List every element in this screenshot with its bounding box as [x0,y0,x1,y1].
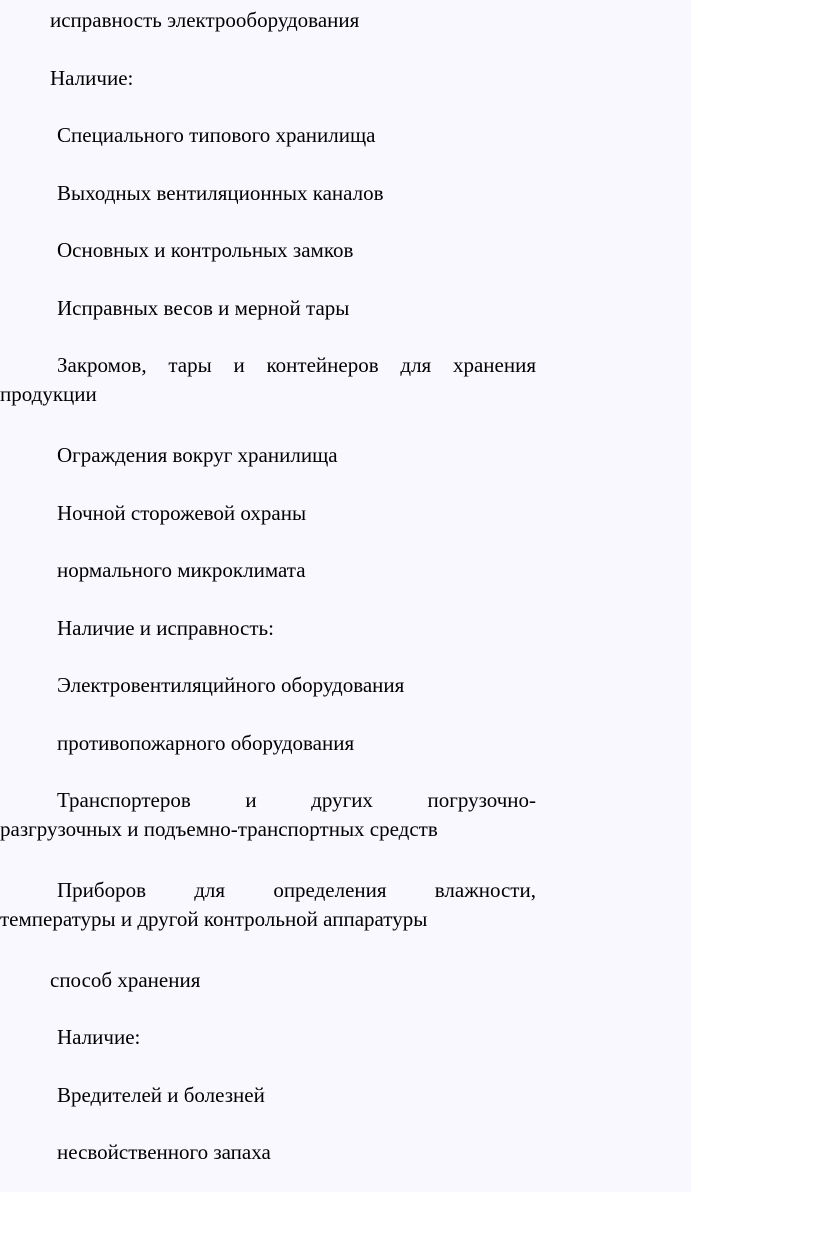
text-line: Специального типового хранилища [57,123,376,147]
word: определения [273,878,387,902]
paragraph [0,179,536,208]
word: влажности, [434,878,536,902]
text-line: исправность электрооборудования [50,8,360,32]
text-line: Электровентиляцийного оборудования [57,673,405,697]
word: других [311,788,373,812]
word: и [233,353,245,377]
text-line: способ хранения [50,968,201,992]
text-line: нормального микроклимата [57,558,306,582]
paragraph [0,556,536,585]
text-line: Наличие: [57,1025,141,1049]
word: Транспортеров [57,788,191,812]
paragraph [0,671,536,700]
text-line: Вредителей и болезней [57,1083,265,1107]
text-line: Исправных весов и мерной тары [57,296,350,320]
paragraph [0,1138,536,1167]
paragraph [0,1081,536,1110]
paragraph [0,6,536,35]
justified-line [0,876,536,905]
word: контейнеров [266,353,379,377]
text-line: Ночной сторожевой охраны [57,501,307,525]
paragraph [0,614,536,643]
paragraph [0,729,536,758]
paragraph [0,64,536,93]
text-line: продукции [0,382,97,406]
text-line: Ограждения вокруг хранилища [57,443,338,467]
justified-line [0,786,536,815]
paragraph [0,1023,536,1052]
paragraph [0,499,536,528]
text-line: Основных и контрольных замков [57,238,354,262]
paragraph [0,294,536,323]
word: Приборов [57,878,147,902]
paragraph [0,351,536,409]
word: Закромов, [57,353,147,377]
word: и [245,788,257,812]
text-line: температуры и другой контрольной аппаратуры [0,907,428,931]
paragraph [0,121,536,150]
text-line: Наличие и исправность: [57,616,274,640]
paragraph [0,441,536,470]
paragraph [0,786,536,844]
word: хранения [452,353,536,377]
text-line: Выходных вентиляционных каналов [57,181,384,205]
word: погрузочно- [427,788,536,812]
paragraph [0,236,536,265]
paragraph [0,876,536,934]
word: для [194,878,226,902]
paragraph [0,966,536,995]
text-line: несвойственного запаха [57,1140,271,1164]
word: для [400,353,432,377]
text-line: разгрузочных и подъемно-транспортных средств [0,817,438,841]
word: тары [168,353,212,377]
text-line: противопожарного оборудования [57,731,355,755]
justified-line [0,351,536,380]
text-line: Наличие: [50,66,134,90]
